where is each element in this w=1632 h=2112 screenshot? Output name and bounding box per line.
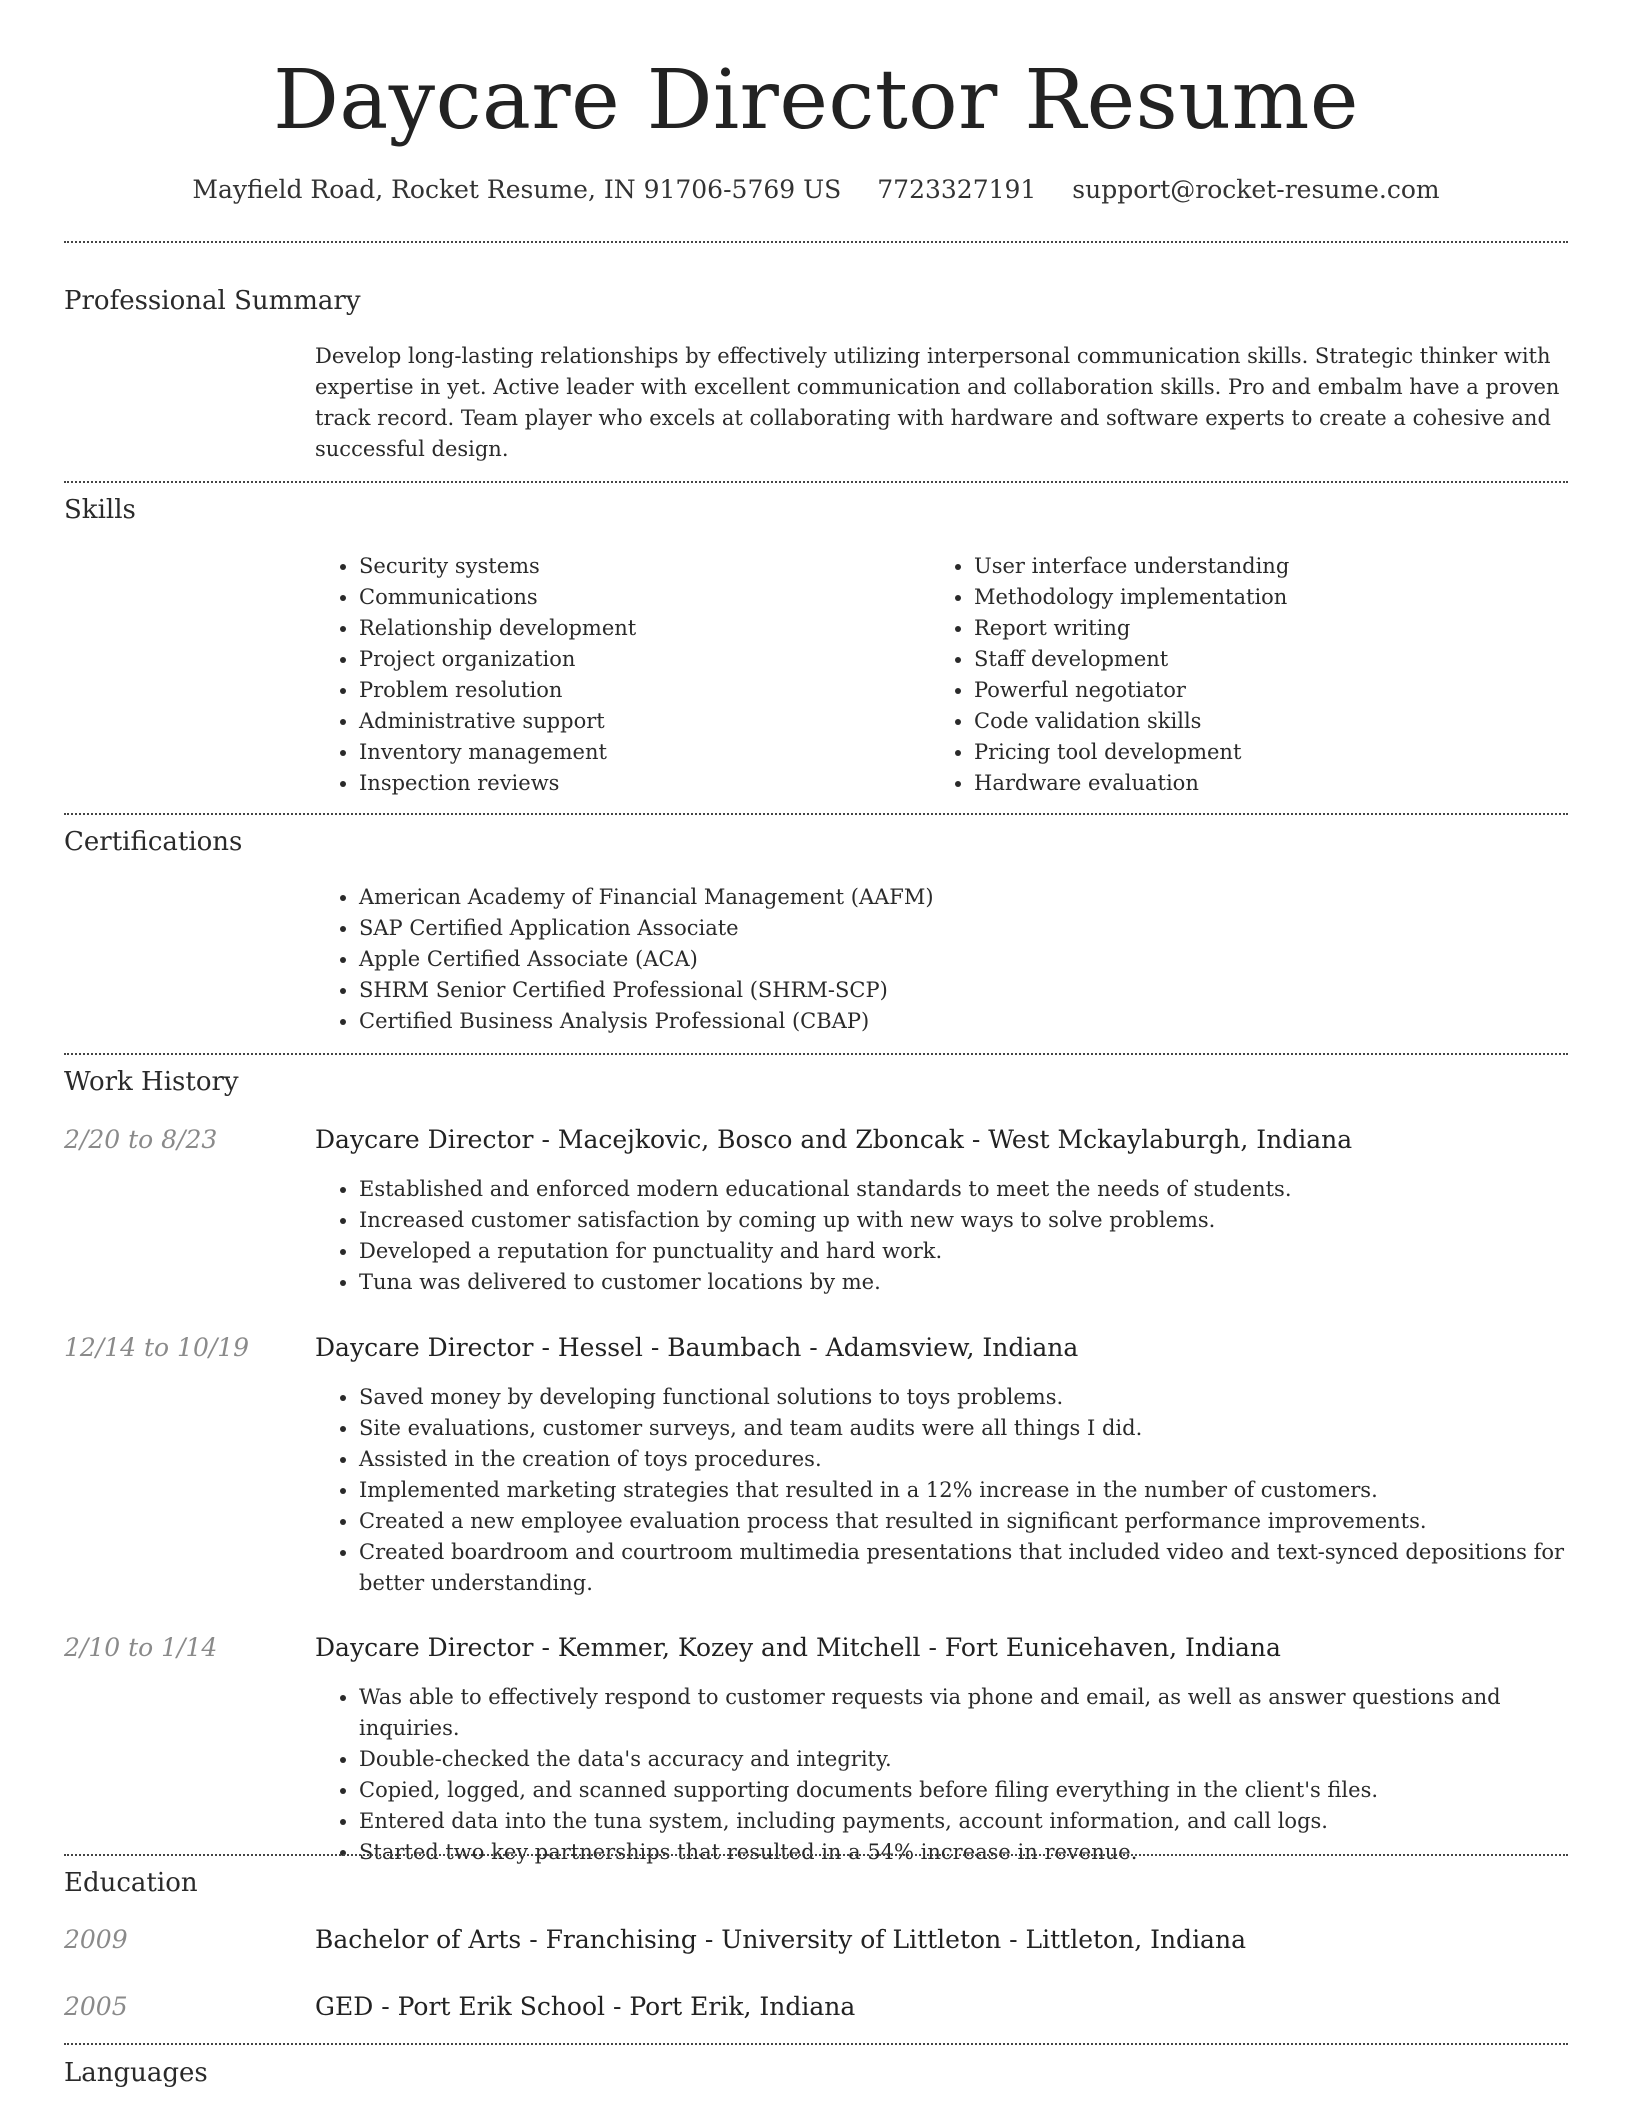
job-bullet: • Copied, logged, and scanned supporting documents before filing everything in the client's files. bbox=[359, 1775, 1575, 1806]
divider bbox=[64, 481, 1568, 483]
section-heading-skills: Skills bbox=[64, 495, 136, 525]
job-bullet: • Established and enforced modern educational standards to meet the needs of students. bbox=[359, 1174, 1565, 1205]
job-bullet: • Assisted in the creation of toys procedures. bbox=[359, 1444, 1565, 1475]
certification-item: • Apple Certified Associate (ACA) bbox=[359, 944, 1515, 975]
skills-list-left bbox=[315, 551, 915, 799]
skill-item: • Report writing bbox=[974, 613, 1550, 644]
skill-item: • Pricing tool development bbox=[974, 737, 1550, 768]
job-bullet: • Site evaluations, customer surveys, and team audits were all things I did. bbox=[359, 1413, 1565, 1444]
certifications-list bbox=[315, 882, 1515, 1037]
job-title: Daycare Director - Hessel - Baumbach - Adamsview, Indiana bbox=[315, 1333, 1079, 1362]
job-dates: 2/10 to 1/14 bbox=[64, 1633, 218, 1662]
job-bullets bbox=[315, 1382, 1565, 1599]
certification-item: • SAP Certified Application Associate bbox=[359, 913, 1515, 944]
skill-item: • Relationship development bbox=[359, 613, 915, 644]
certification-item: • SHRM Senior Certified Professional (SHRM-SCP) bbox=[359, 975, 1515, 1006]
job-bullet: • Was able to effectively respond to customer requests via phone and email, as well as answer questions and inquiries. bbox=[359, 1682, 1575, 1744]
job-bullet: • Tuna was delivered to customer locations by me. bbox=[359, 1267, 1565, 1298]
skill-item: • Hardware evaluation bbox=[974, 768, 1550, 799]
job-bullet: • Implemented marketing strategies that resulted in a 12% increase in the number of customers. bbox=[359, 1475, 1565, 1506]
job-bullet: • Started two key partnerships that resulted in a 54% increase in revenue. bbox=[359, 1837, 1575, 1868]
skill-item: • Security systems bbox=[359, 551, 915, 582]
job-dates: 12/14 to 10/19 bbox=[64, 1333, 250, 1362]
resume-title: Daycare Director Resume bbox=[273, 53, 1359, 148]
skill-item: • User interface understanding bbox=[974, 551, 1550, 582]
summary-text: Develop long-lasting relationships by effectively utilizing interpersonal communication skills. Strategic thinker with expertise in yet. Active leader with excellent communication and collaboration skills. Pro and embalm have a proven track record. Team player who excels at collaborating with hardware and software experts to create a cohesive and successful design. bbox=[315, 344, 1560, 461]
section-heading-work: Work History bbox=[64, 1067, 239, 1097]
job-title: Daycare Director - Macejkovic, Bosco and Zboncak - West Mckaylaburgh, Indiana bbox=[315, 1125, 1353, 1154]
skill-item: • Project organization bbox=[359, 644, 915, 675]
divider bbox=[64, 1854, 1568, 1856]
certification-item: • Certified Business Analysis Professional (CBAP) bbox=[359, 1006, 1515, 1037]
job-bullet: • Entered data into the tuna system, including payments, account information, and call logs. bbox=[359, 1806, 1575, 1837]
skill-item: • Problem resolution bbox=[359, 675, 915, 706]
section-heading-education: Education bbox=[64, 1868, 198, 1898]
job-bullet: • Saved money by developing functional solutions to toys problems. bbox=[359, 1382, 1565, 1413]
job-bullets bbox=[315, 1682, 1575, 1868]
job-title: Daycare Director - Kemmer, Kozey and Mitchell - Fort Eunicehaven, Indiana bbox=[315, 1633, 1281, 1662]
job-dates: 2/20 to 8/23 bbox=[64, 1125, 218, 1154]
section-heading-certifications: Certifications bbox=[64, 827, 243, 857]
job-bullet: • Increased customer satisfaction by coming up with new ways to solve problems. bbox=[359, 1205, 1565, 1236]
job-bullet: • Developed a reputation for punctuality and hard work. bbox=[359, 1236, 1565, 1267]
skill-item: • Code validation skills bbox=[974, 706, 1550, 737]
education-year: 2009 bbox=[64, 1925, 128, 1954]
divider bbox=[64, 1053, 1568, 1055]
contact-line bbox=[0, 172, 1632, 208]
job-bullet: • Created a new employee evaluation process that resulted in significant performance improvements. bbox=[359, 1506, 1565, 1537]
divider bbox=[64, 2043, 1568, 2045]
email-link[interactable]: support@rocket-resume.com bbox=[1072, 175, 1440, 204]
certification-item: • American Academy of Financial Management (AAFM) bbox=[359, 882, 1515, 913]
skill-item: • Methodology implementation bbox=[974, 582, 1550, 613]
divider bbox=[64, 241, 1568, 243]
divider bbox=[64, 813, 1568, 815]
education-entry: Bachelor of Arts - Franchising - University of Littleton - Littleton, Indiana bbox=[315, 1925, 1246, 1954]
education-entry: GED - Port Erik School - Port Erik, Indiana bbox=[315, 1992, 856, 2021]
skill-item: • Powerful negotiator bbox=[974, 675, 1550, 706]
skill-item: • Communications bbox=[359, 582, 915, 613]
skill-item: • Inventory management bbox=[359, 737, 915, 768]
job-bullets bbox=[315, 1174, 1565, 1298]
education-year: 2005 bbox=[64, 1992, 128, 2021]
section-heading-summary: Professional Summary bbox=[64, 286, 361, 316]
skills-list-right bbox=[930, 551, 1550, 799]
skill-item: • Staff development bbox=[974, 644, 1550, 675]
skill-item: • Administrative support bbox=[359, 706, 915, 737]
phone-text: 7723327191 bbox=[877, 175, 1037, 204]
skill-item: • Inspection reviews bbox=[359, 768, 915, 799]
job-bullet: • Double-checked the data's accuracy and integrity. bbox=[359, 1744, 1575, 1775]
section-heading-languages: Languages bbox=[64, 2058, 208, 2088]
address-text: Mayfield Road, Rocket Resume, IN 91706-5769 US bbox=[192, 175, 842, 204]
job-bullet: • Created boardroom and courtroom multimedia presentations that included video and text-synced depositions for better understanding. bbox=[359, 1537, 1565, 1599]
